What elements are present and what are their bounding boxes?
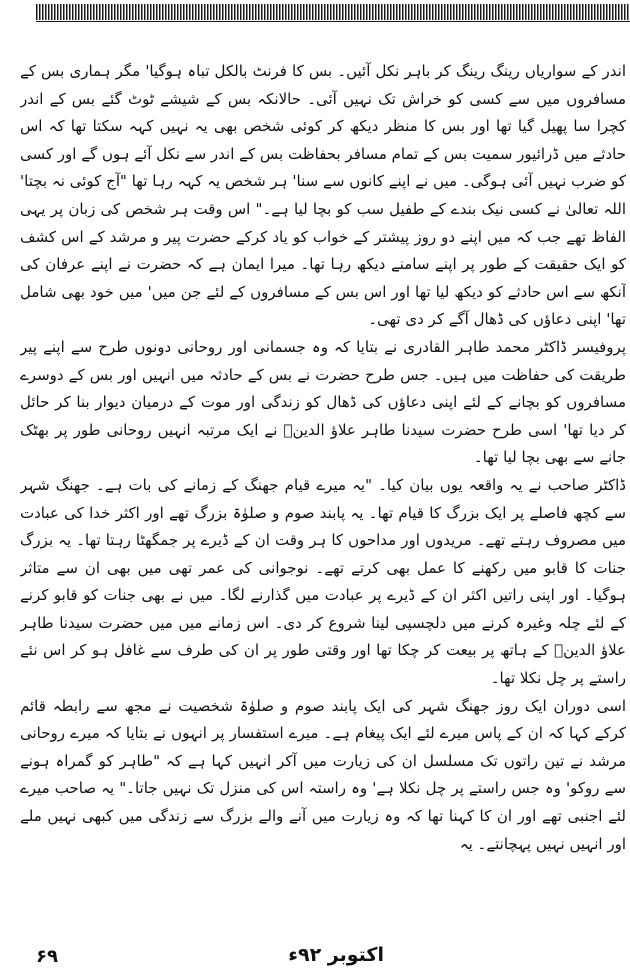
paragraph-1: اندر کے سواریاں رینگ رینگ کر باہر نکل آئیں۔ بس کا فرنٹ بالکل تباہ ہوگیا' مگر ہماری بس کے مسافروں میں سے کسی کو خراش تک نہیں آئی۔ حالانکہ بس کے شیشے ٹوٹ گئے بس کے اندر کچرا سا پھیل گیا تھا اور بس کا منظر دیکھ کر کوئی شخص بھی یہ نہیں کہہ سکتا تھا کہ اس حادثے میں ڈرائیور سمیت بس کے تمام مسافر بحفاظت بس کے اندر سے نکل آئے ہوں گے اور کسی کو ضرب نہیں آئی ہوگی۔ میں نے اپنے کانوں سے سنا' ہر شخص یہ کہہ رہا تھا "آج کوئی نہ بچتا' اللہ تعالیٰ نے کسی نیک بندے کے طفیل سب کو بچا لیا ہے۔" اس وقت ہر شخص کی زبان پر یہی الفاظ تھے جب کہ میں اپنے دو روز پیشتر کے خواب کو یاد کرکے حضرت پیر و مرشد کے اس کشف کو ایک حقیقت کے طور پر اپنے سامنے دیکھ رہا تھا۔ میرا ایمان ہے کہ حضرت نے اپنے عرفان کی آنکھ سے اس حادثے کو دیکھ لیا تھا اور اس بس کے مسافروں کے لئے جن میں' میں خود بھی شامل تھا' اپنی دعاؤں کی ڈھال آگے کر دی تھی۔ [20, 62, 626, 329]
page-footer [0, 940, 630, 978]
issue-date: اکتوبر ۹۲ء [288, 944, 384, 966]
page-number: ۶۹ [36, 946, 58, 967]
paragraph-2: پروفیسر ڈاکٹر محمد طاہر القادری نے بتایا کہ وہ جسمانی اور روحانی دونوں طرح سے اپنے پیر طریقت کی حفاظت میں ہیں۔ جس طرح حضرت نے بس کے حادثہ میں انہیں اور بس کے دوسرے مسافروں کو بچانے کے لئے اپنی دعاؤں کی ڈھال کو زندگی اور موت کے درمیان دیوار بنا کر حائل کر دیا تھا' اسی طرح حضرت سیدنا طاہر علاؤ الدینؒ نے ایک مرتبہ انہیں روحانی طور پر بھٹک جانے سے بھی بچا لیا تھا۔ [20, 337, 626, 467]
header-decorative-rule [36, 4, 630, 20]
article-body [20, 58, 626, 928]
paragraph-3: ڈاکٹر صاحب نے یہ واقعہ یوں بیان کیا۔ "یہ میرے قیام جھنگ کے زمانے کی بات ہے۔ جھنگ شہر سے کچھ فاصلے پر ایک بزرگ کا قیام تھا۔ یہ پابند صوم و صلوٰۃ بزرگ تھے اور اکثر خدا کی عبادت میں مصروف رہتے تھے۔ مریدوں اور مداحوں کا ہر وقت ان کے ڈیرے پر جمگھٹا رہتا تھا۔ یہ بزرگ جنات کا قابو میں رکھنے کا عمل بھی کرتے تھے۔ نوجوانی کی عمر تھی میں بھی ان سے متاثر ہوگیا۔ اور اپنی راتیں اکثر ان کے ڈیرے پر عبادت میں گذارنے لگا۔ میں نے بھی جنات کو قابو کرنے کے لئے چلہ وغیرہ کرنے میں دلچسپی لینا شروع کر دی۔ اس زمانے میں میں حضرت سیدنا طاہر علاؤ الدینؒ کے ہاتھ پر بیعت کر چکا تھا اور وقتی طور پر ان کی طرف سے غافل ہو کر اس نئے راستے پر چل نکلا تھا۔ [20, 475, 626, 688]
paragraph-4: اسی دوران ایک روز جھنگ شہر کی ایک پابند صوم و صلوٰۃ شخصیت نے مجھ سے رابطہ قائم کرکے کہا کہ ان کے پاس میرے لئے ایک پیغام ہے۔ میرے استفسار پر انہوں نے بتایا کہ میرے روحانی مرشد نے تین راتوں تک مسلسل ان کی زیارت میں آکر انہیں کہا ہے کہ "طاہر کو گمراہ ہونے سے روکو' وہ جس راستے پر چل نکلا ہے' وہ راستہ اس کی منزل تک نہیں جاتا۔" یہ صاحب میرے لئے اجنبی تھے اور ان کا کہنا تھا کہ وہ زیارت میں آنے والے بزرگ سے زندگی میں کبھی نہیں ملے اور انہیں نہیں پہچانتے۔ یہ [20, 696, 626, 853]
